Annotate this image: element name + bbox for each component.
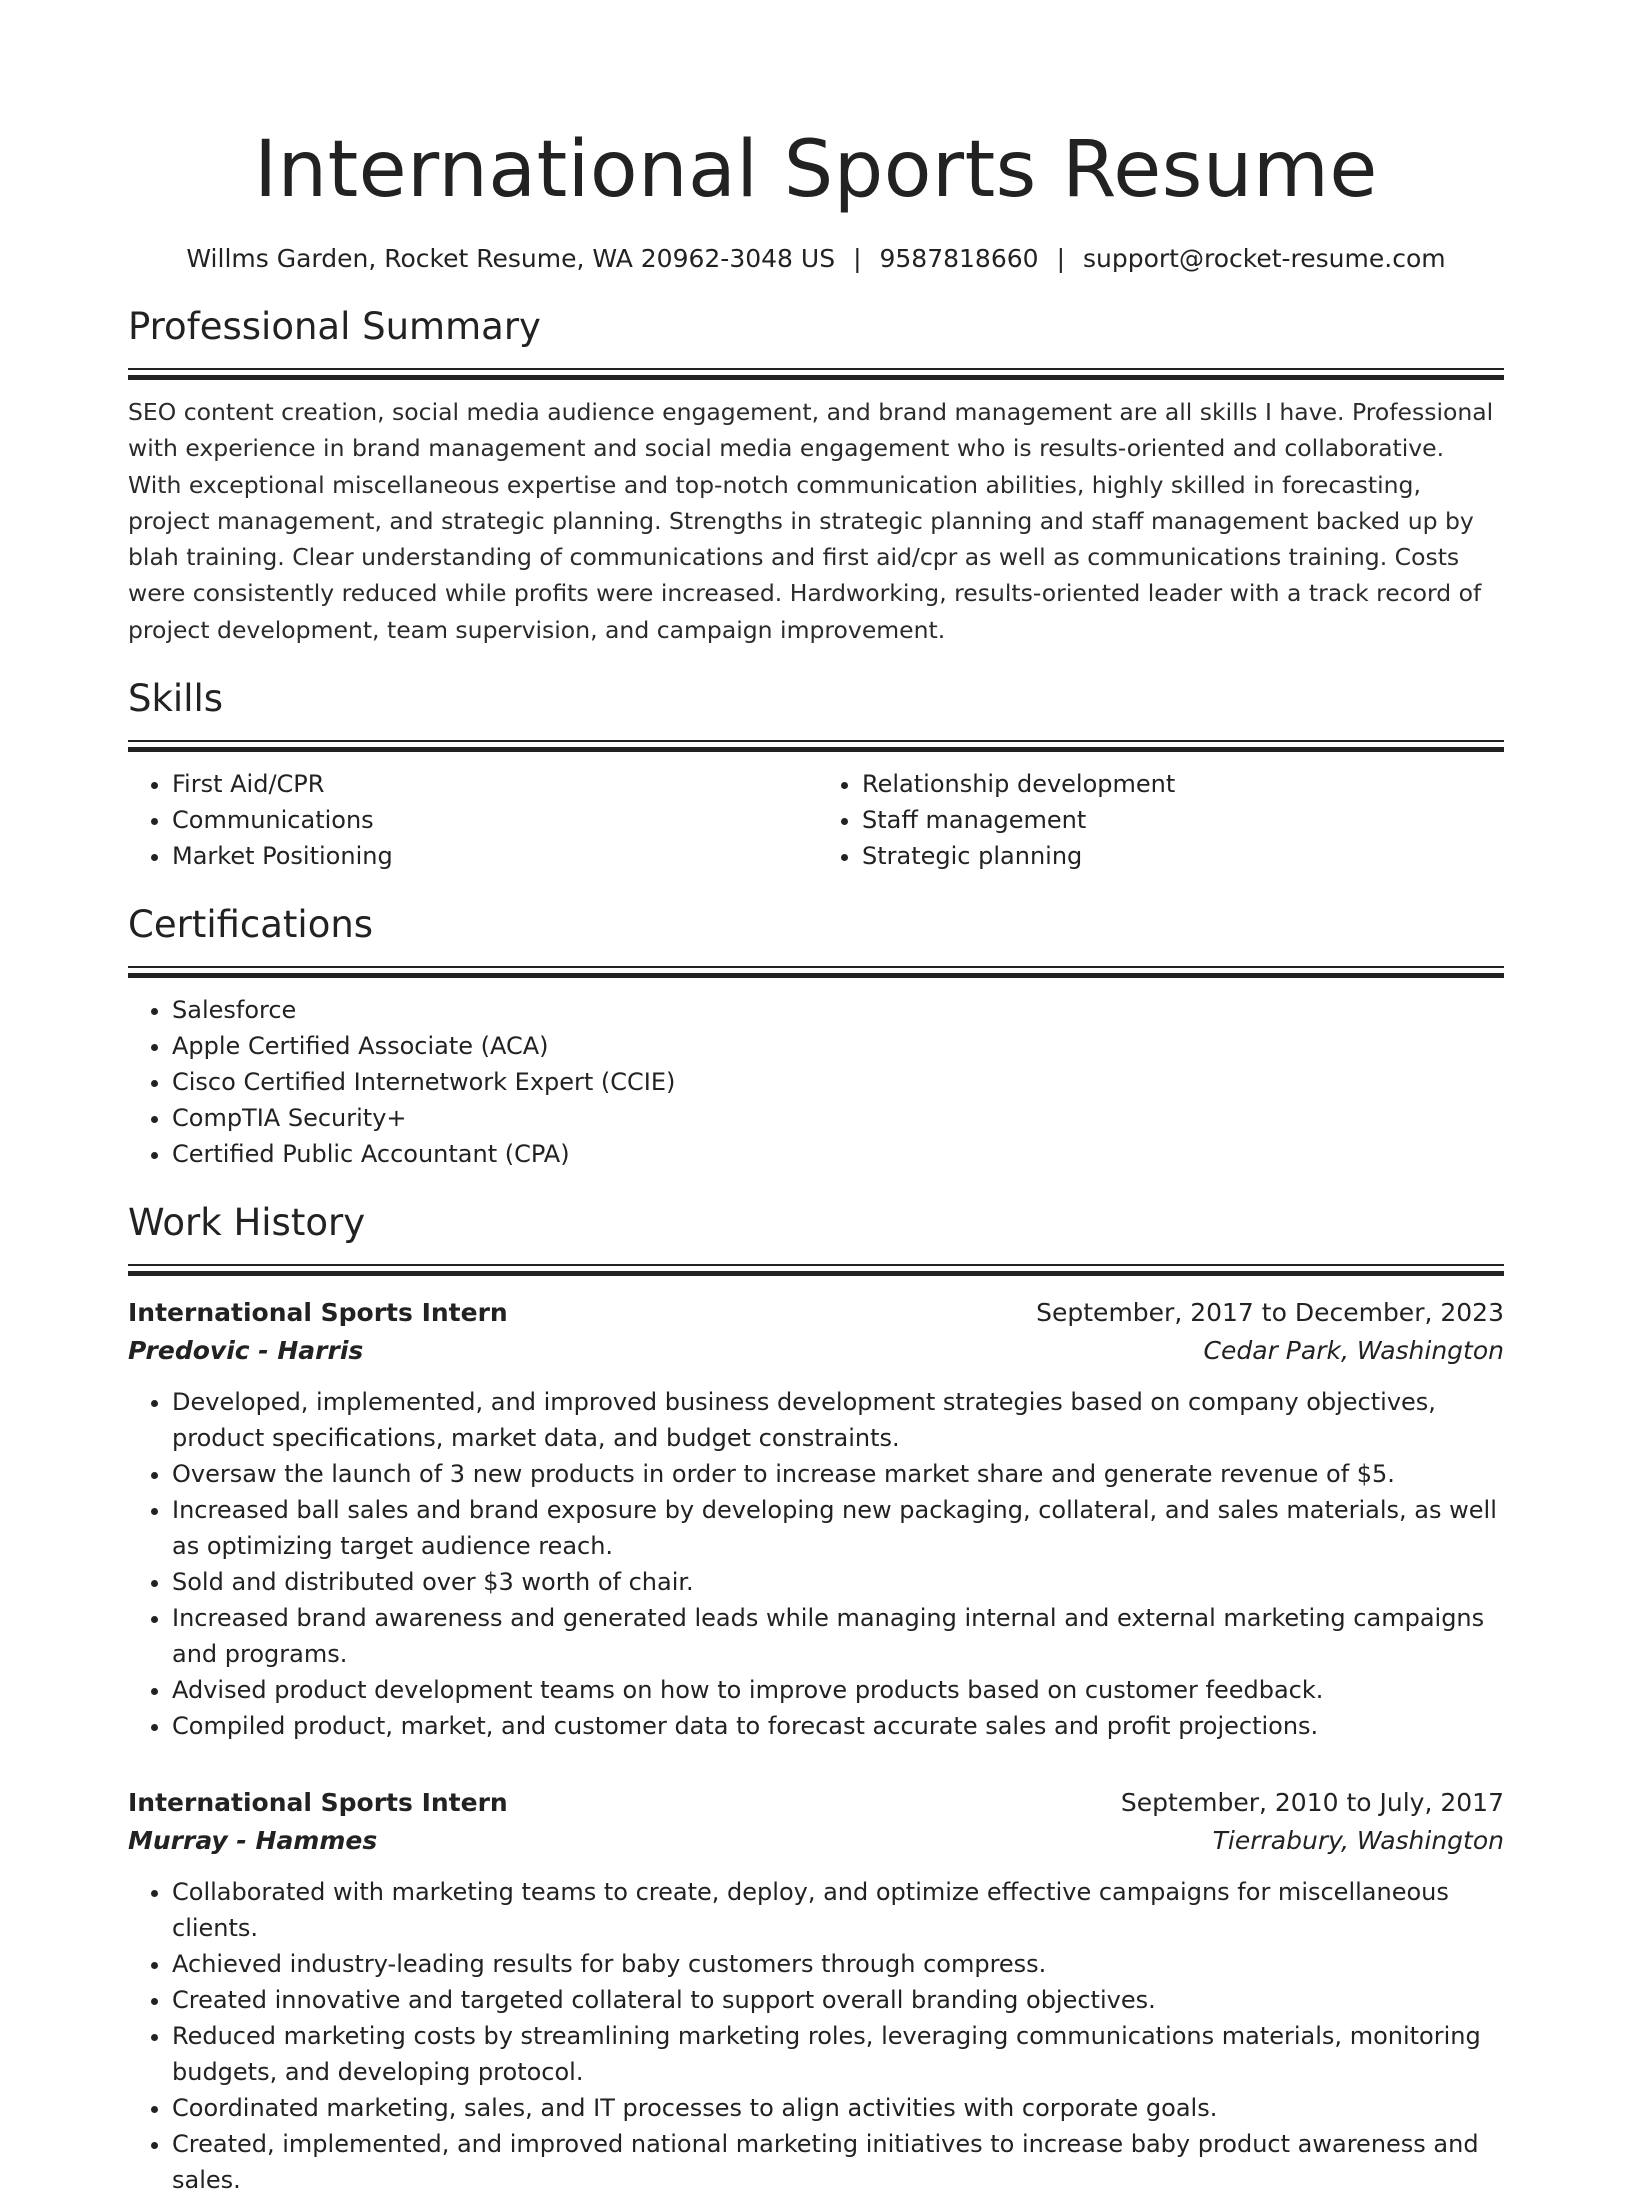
- contact-email: support@rocket-resume.com: [1083, 244, 1446, 273]
- work-history-heading: Work History: [128, 1201, 366, 1245]
- contact-phone: 9587818660: [879, 244, 1039, 273]
- resume-title: International Sports Resume: [254, 125, 1378, 215]
- work-history-section: [128, 1198, 1504, 2198]
- skill-item: • First Aid/CPR: [172, 766, 816, 802]
- job-bullet: • Advised product development teams on how to improve products based on customer feedback.: [172, 1672, 1504, 1708]
- job-dates: September, 2010 to July, 2017: [1120, 1788, 1504, 1818]
- certification-item: • CompTIA Security+: [172, 1100, 1504, 1136]
- certifications-heading: Certifications: [128, 903, 374, 947]
- section-divider: [128, 740, 1504, 752]
- skill-item: • Market Positioning: [172, 838, 816, 874]
- job-bullet: • Coordinated marketing, sales, and IT processes to align activities with corporate goals.: [172, 2090, 1504, 2126]
- job-company: Predovic - Harris: [128, 1336, 364, 1366]
- contact-separator: |: [853, 244, 862, 273]
- skills-list-right: [816, 766, 1504, 874]
- contact-separator: |: [1056, 244, 1065, 273]
- job-bullet: • Sold and distributed over $3 worth of chair.: [172, 1564, 1504, 1600]
- job-header-row: [128, 1294, 1504, 1332]
- certification-item: • Salesforce: [172, 992, 1504, 1028]
- job-bullet: • Increased brand awareness and generated leads while managing internal and external marketing campaigns and programs.: [172, 1600, 1504, 1672]
- skills-grid: [128, 766, 1504, 874]
- job-bullet: • Collaborated with marketing teams to create, deploy, and optimize effective campaigns for miscellaneous clients.: [172, 1874, 1504, 1946]
- job-title: International Sports Intern: [128, 1788, 508, 1818]
- job-bullet: • Created, implemented, and improved national marketing initiatives to increase baby product awareness and sales.: [172, 2126, 1504, 2198]
- job-bullet: • Compiled product, market, and customer data to forecast accurate sales and profit projections.: [172, 1708, 1504, 1744]
- job-company-row: [128, 1332, 1504, 1370]
- job-location: Tierrabury, Washington: [1212, 1826, 1504, 1856]
- skill-item: • Strategic planning: [862, 838, 1504, 874]
- section-divider: [128, 1264, 1504, 1276]
- job-bullets: [128, 1384, 1504, 1744]
- skill-item: • Staff management: [862, 802, 1504, 838]
- skills-list-left: [128, 766, 816, 874]
- job-bullet: • Created innovative and targeted collateral to support overall branding objectives.: [172, 1982, 1504, 2018]
- job-bullets: [128, 1874, 1504, 2198]
- section-divider: [128, 368, 1504, 380]
- summary-section: [128, 302, 1504, 648]
- job-header-row: [128, 1784, 1504, 1822]
- job-title: International Sports Intern: [128, 1298, 508, 1328]
- job-entry: [128, 1294, 1504, 1744]
- skills-section: [128, 674, 1504, 874]
- job-bullet: • Developed, implemented, and improved business development strategies based on company objectives, product specifications, market data, and budget constraints.: [172, 1384, 1504, 1456]
- job-company-row: [128, 1822, 1504, 1860]
- summary-heading: Professional Summary: [128, 305, 541, 348]
- certification-item: • Cisco Certified Internetwork Expert (CCIE): [172, 1064, 1504, 1100]
- job-bullet: • Achieved industry-leading results for baby customers through compress.: [172, 1946, 1504, 1982]
- certification-item: • Certified Public Accountant (CPA): [172, 1136, 1504, 1172]
- skills-heading: Skills: [128, 677, 224, 721]
- job-bullet: • Reduced marketing costs by streamlining marketing roles, leveraging communications materials, monitoring budgets, and developing protocol.: [172, 2018, 1504, 2090]
- skill-item: • Communications: [172, 802, 816, 838]
- job-company: Murray - Hammes: [128, 1826, 378, 1856]
- section-divider: [128, 966, 1504, 978]
- resume-page: [128, 0, 1504, 2198]
- contact-address: Willms Garden, Rocket Resume, WA 20962-3048 US: [186, 244, 836, 273]
- skill-item: • Relationship development: [862, 766, 1504, 802]
- job-bullet: • Increased ball sales and brand exposure by developing new packaging, collateral, and sales materials, as well as optimizing target audience reach.: [172, 1492, 1504, 1564]
- job-location: Cedar Park, Washington: [1203, 1336, 1504, 1366]
- certification-item: • Apple Certified Associate (ACA): [172, 1028, 1504, 1064]
- certifications-section: [128, 900, 1504, 1172]
- summary-text: SEO content creation, social media audience engagement, and brand management are all skills I have. Professional with experience in brand management and social media engagement who is results-oriented and collaborative. With exceptional miscellaneous expertise and top-notch communication abilities, highly skilled in forecasting, project management, and strategic planning. Strengths in strategic planning and staff management backed up by blah training. Clear understanding of communications and first aid/cpr as well as communications training. Costs were consistently reduced while profits were increased. Hardworking, results-oriented leader with a track record of project development, team supervision, and campaign improvement.: [128, 398, 1494, 644]
- job-dates: September, 2017 to December, 2023: [1036, 1298, 1504, 1328]
- contact-line: [128, 242, 1504, 276]
- job-entry: [128, 1784, 1504, 2198]
- certifications-list: [128, 992, 1504, 1172]
- job-bullet: • Oversaw the launch of 3 new products in order to increase market share and generate revenue of $5.: [172, 1456, 1504, 1492]
